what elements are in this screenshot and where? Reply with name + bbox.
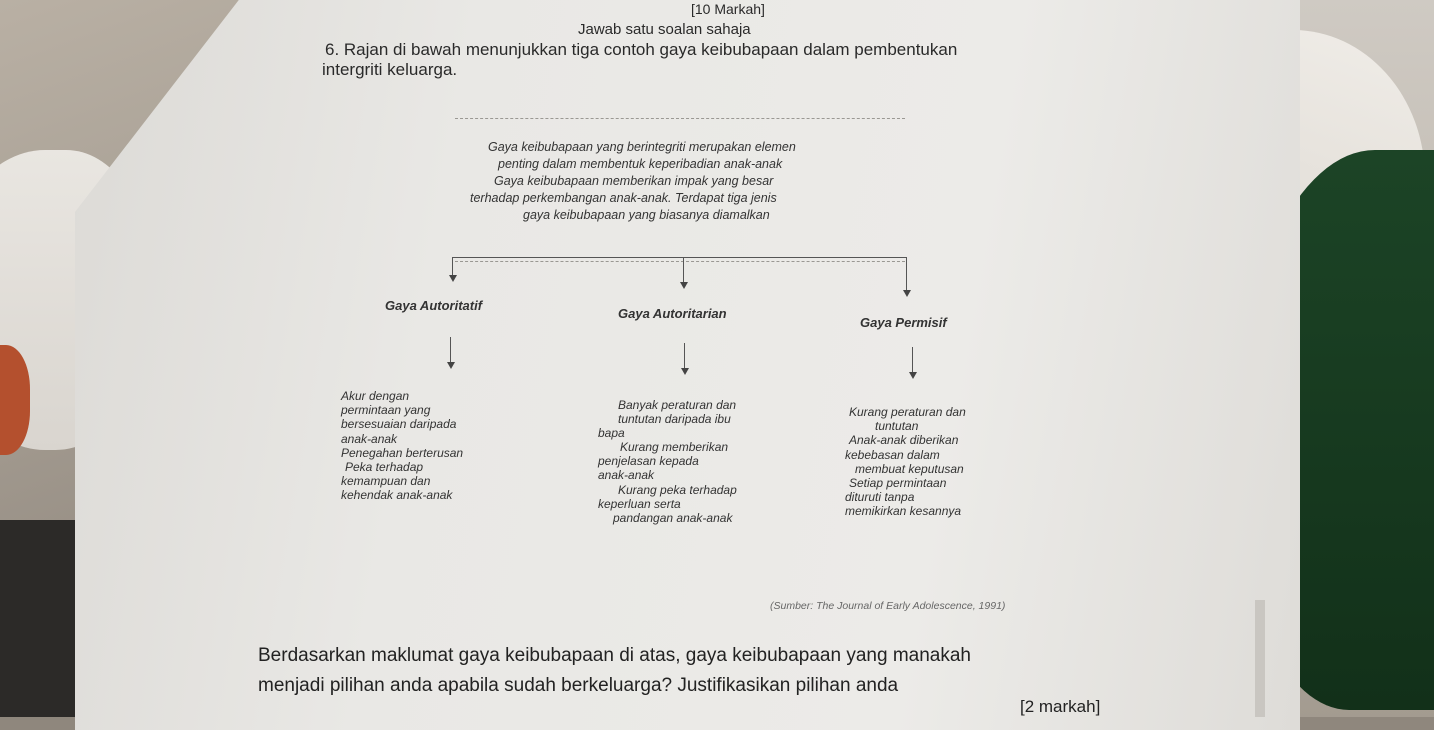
intro-line: gaya keibubapaan yang biasanya diamalkan	[523, 208, 770, 222]
prompt-marks: [2 markah]	[1020, 697, 1101, 716]
style-title-autoritarian: Gaya Autoritarian	[618, 306, 727, 321]
detail-item: pandangan anak-anak	[613, 510, 733, 525]
arrow-down-icon	[449, 275, 457, 282]
detail-item: penjelasan kepada	[598, 454, 699, 469]
detail-item: Kurang peka terhadap	[618, 482, 737, 497]
detail-item: Peka terhadap	[345, 460, 424, 475]
style-title-autoritatif: Gaya Autoritatif	[385, 298, 483, 313]
connector-line	[684, 343, 685, 368]
question-text-line-1: 6. Rajan di bawah menunjukkan tiga contoh gaya keibubapaan dalam pembentukan	[325, 40, 958, 59]
detail-item: membuat keputusan	[855, 461, 964, 476]
detail-item: kemampuan dan	[341, 474, 431, 489]
detail-item: kebebasan dalam	[845, 447, 940, 462]
detail-item: kehendak anak-anak	[341, 488, 453, 503]
detail-item: anak-anak	[598, 468, 655, 483]
paper-stack-edge	[1255, 600, 1265, 717]
details-permisif	[845, 405, 966, 519]
exam-paper	[75, 0, 1300, 730]
detail-item: bersesuaian daripada	[341, 417, 457, 432]
connector-line	[450, 337, 451, 362]
arrow-down-icon	[909, 372, 917, 379]
prompt-line-2: menjadi pilihan anda apabila sudah berkeluarga? Justifikasikan pilihan anda	[258, 675, 899, 696]
detail-item: permintaan yang	[341, 403, 431, 418]
prompt-line-1: Berdasarkan maklumat gaya keibubapaan di atas, gaya keibubapaan yang manakah	[258, 645, 971, 666]
section-marks: [10 Markah]	[691, 1, 765, 17]
connector-line	[912, 347, 913, 372]
question-text-line-2: intergriti keluarga.	[322, 60, 458, 79]
arrow-down-icon	[903, 290, 911, 297]
connector-line	[452, 257, 907, 258]
intro-line: Gaya keibubapaan memberikan impak yang besar	[494, 174, 774, 188]
intro-line: penting dalam membentuk keperibadian anak-anak	[498, 157, 783, 171]
connector-line	[452, 257, 453, 275]
arrow-down-icon	[447, 362, 455, 369]
detail-item: tuntutan daripada ibu	[618, 412, 731, 427]
section-instruction: Jawab satu soalan sahaja	[578, 21, 751, 38]
detail-item: keperluan serta	[598, 496, 681, 511]
detail-item: Akur dengan	[341, 389, 410, 403]
detail-item: Penegahan berterusan	[341, 445, 464, 460]
detail-item: tuntutan	[875, 419, 919, 434]
intro-line: Gaya keibubapaan yang berintegriti merupakan elemen	[488, 140, 796, 154]
detail-item: bapa	[598, 426, 625, 441]
details-autoritatif	[341, 389, 463, 503]
detail-item: Kurang memberikan	[620, 440, 729, 455]
arrow-down-icon	[680, 282, 688, 289]
detail-item: dituruti tanpa	[845, 490, 915, 505]
source-citation: (Sumber: The Journal of Early Adolescence, 1991)	[770, 600, 1006, 612]
connector-line	[683, 257, 684, 282]
connector-line	[906, 257, 907, 290]
detail-item: memikirkan kesannya	[845, 504, 962, 519]
detail-item: anak-anak	[341, 431, 398, 446]
details-autoritarian	[598, 398, 737, 525]
intro-line: terhadap perkembangan anak-anak. Terdapat tiga jenis	[470, 191, 777, 205]
detail-item: Kurang peraturan dan	[849, 405, 966, 419]
style-title-permisif: Gaya Permisif	[860, 315, 947, 330]
detail-item: Setiap permintaan	[849, 476, 947, 491]
detail-item: Banyak peraturan dan	[618, 398, 737, 412]
arrow-down-icon	[681, 368, 689, 375]
detail-item: Anak-anak diberikan	[849, 433, 959, 448]
